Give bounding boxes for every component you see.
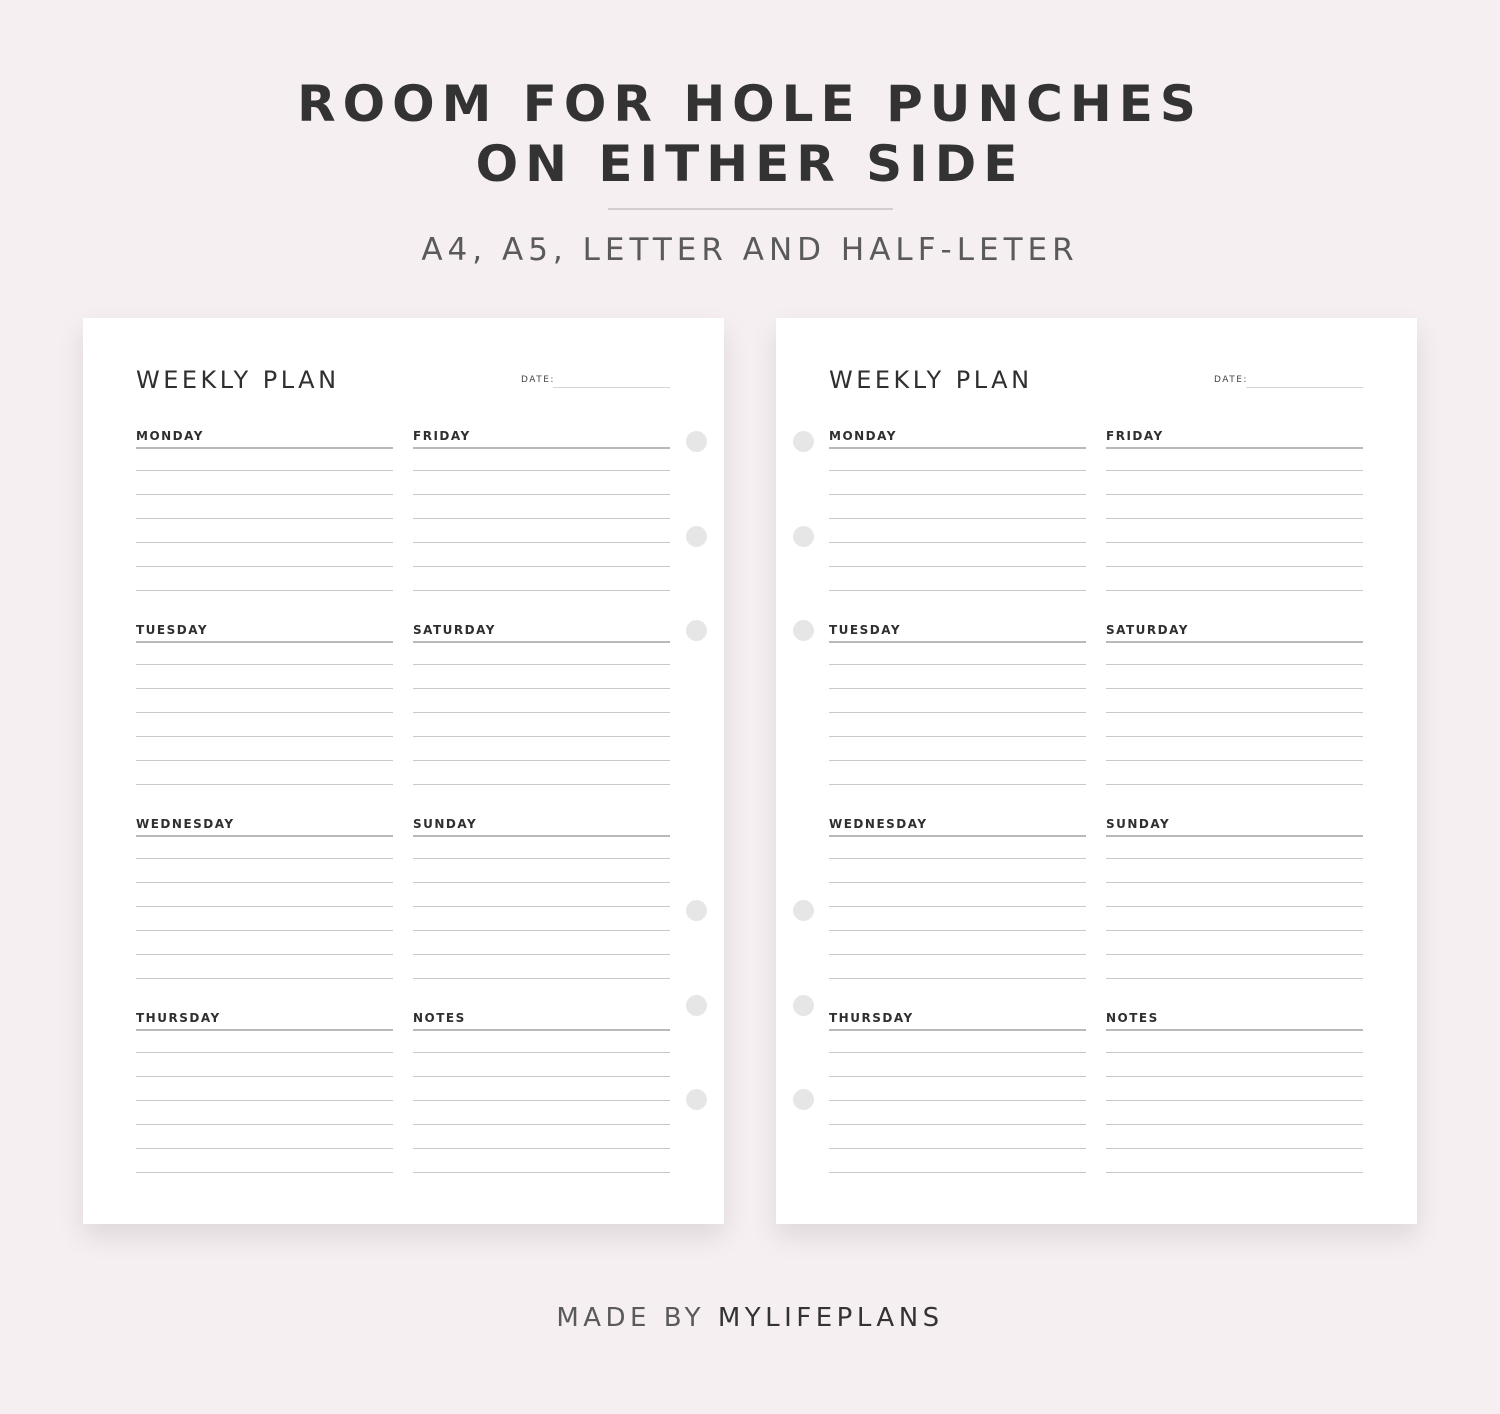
day-section-friday	[413, 429, 670, 599]
writing-line	[136, 954, 393, 955]
writing-line	[829, 518, 1086, 519]
writing-line	[136, 760, 393, 761]
punch-hole-marker	[793, 1089, 814, 1110]
writing-line	[413, 712, 670, 713]
writing-line	[136, 494, 393, 495]
writing-line	[413, 1124, 670, 1125]
writing-line	[136, 882, 393, 883]
writing-line	[1106, 978, 1363, 979]
writing-line	[413, 1148, 670, 1149]
writing-line	[1106, 1172, 1363, 1173]
section-label: NOTES	[413, 1011, 466, 1025]
writing-line	[136, 930, 393, 931]
writing-line	[1106, 1076, 1363, 1077]
writing-line	[136, 978, 393, 979]
writing-line	[413, 494, 670, 495]
writing-line	[829, 590, 1086, 591]
writing-line	[413, 1100, 670, 1101]
section-label: MONDAY	[829, 429, 897, 443]
section-header-line	[829, 641, 1086, 643]
writing-line	[413, 930, 670, 931]
punch-hole-marker	[686, 1089, 707, 1110]
writing-line	[413, 664, 670, 665]
writing-line	[1106, 882, 1363, 883]
punch-hole-marker	[793, 900, 814, 921]
subheadline: A4, A5, LETTER AND HALF-LETER	[421, 232, 1079, 268]
punch-hole-marker	[793, 526, 814, 547]
credit-prefix: MADE BY	[556, 1303, 706, 1333]
punch-hole-marker	[686, 900, 707, 921]
day-section-friday	[1106, 429, 1363, 599]
day-section-thursday	[136, 1011, 393, 1181]
writing-line	[1106, 906, 1363, 907]
writing-line	[413, 954, 670, 955]
writing-line	[829, 664, 1086, 665]
section-header-line	[1106, 1029, 1363, 1031]
writing-line	[829, 1172, 1086, 1173]
day-section-tuesday	[136, 623, 393, 793]
section-header-line	[1106, 447, 1363, 449]
writing-line	[1106, 1052, 1363, 1053]
writing-line	[829, 930, 1086, 931]
writing-line	[1106, 930, 1363, 931]
brand-name: MYLIFEPLANS	[717, 1303, 944, 1333]
day-section-sunday	[1106, 817, 1363, 987]
credit-line	[0, 1303, 1500, 1333]
writing-line	[1106, 760, 1363, 761]
headline-divider	[608, 208, 893, 210]
writing-line	[829, 494, 1086, 495]
section-header-line	[136, 835, 393, 837]
section-label: SUNDAY	[413, 817, 478, 831]
section-label: WEDNESDAY	[829, 817, 928, 831]
writing-line	[413, 1076, 670, 1077]
writing-line	[829, 566, 1086, 567]
day-section-wednesday	[829, 817, 1086, 987]
writing-line	[1106, 470, 1363, 471]
writing-line	[136, 1076, 393, 1077]
writing-line	[413, 760, 670, 761]
section-header-line	[829, 1029, 1086, 1031]
section-header-line	[413, 447, 670, 449]
punch-hole-marker	[793, 995, 814, 1016]
writing-line	[829, 470, 1086, 471]
writing-line	[136, 542, 393, 543]
writing-line	[1106, 566, 1363, 567]
punch-hole-marker	[686, 995, 707, 1016]
writing-line	[413, 882, 670, 883]
writing-line	[136, 784, 393, 785]
day-section-saturday	[413, 623, 670, 793]
date-label: DATE:	[521, 375, 555, 385]
writing-line	[136, 1148, 393, 1149]
writing-line	[413, 518, 670, 519]
day-section-tuesday	[829, 623, 1086, 793]
writing-line	[413, 858, 670, 859]
writing-line	[136, 736, 393, 737]
writing-line	[1106, 518, 1363, 519]
day-section-saturday	[1106, 623, 1363, 793]
day-section-thursday	[829, 1011, 1086, 1181]
section-label: FRIDAY	[413, 429, 471, 443]
section-label: TUESDAY	[829, 623, 902, 637]
section-label: MONDAY	[136, 429, 204, 443]
writing-line	[413, 542, 670, 543]
writing-line	[1106, 1148, 1363, 1149]
section-label: SATURDAY	[1106, 623, 1189, 637]
writing-line	[1106, 1124, 1363, 1125]
headline	[0, 74, 1500, 194]
writing-line	[829, 712, 1086, 713]
section-header-line	[829, 447, 1086, 449]
writing-line	[1106, 590, 1363, 591]
section-header-line	[829, 835, 1086, 837]
writing-line	[829, 858, 1086, 859]
headline-line-1: ROOM FOR HOLE PUNCHES	[297, 75, 1203, 133]
writing-line	[413, 784, 670, 785]
writing-line	[413, 1052, 670, 1053]
day-section-wednesday	[136, 817, 393, 987]
writing-line	[413, 566, 670, 567]
section-label: NOTES	[1106, 1011, 1159, 1025]
punch-hole-marker	[686, 620, 707, 641]
writing-line	[136, 1052, 393, 1053]
writing-line	[829, 688, 1086, 689]
writing-line	[1106, 664, 1363, 665]
writing-line	[829, 1148, 1086, 1149]
date-field-line	[1246, 387, 1363, 388]
section-header-line	[1106, 835, 1363, 837]
date-field-line	[553, 387, 670, 388]
section-header-line	[136, 447, 393, 449]
writing-line	[829, 760, 1086, 761]
writing-line	[1106, 1100, 1363, 1101]
writing-line	[136, 858, 393, 859]
section-label: SUNDAY	[1106, 817, 1171, 831]
writing-line	[829, 906, 1086, 907]
day-section-notes	[1106, 1011, 1363, 1181]
writing-line	[136, 906, 393, 907]
writing-line	[413, 1172, 670, 1173]
writing-line	[136, 590, 393, 591]
section-header-line	[413, 835, 670, 837]
day-section-monday	[829, 429, 1086, 599]
writing-line	[1106, 736, 1363, 737]
writing-line	[1106, 954, 1363, 955]
punch-hole-marker	[686, 526, 707, 547]
section-label: TUESDAY	[136, 623, 209, 637]
writing-line	[136, 518, 393, 519]
date-label: DATE:	[1214, 375, 1248, 385]
writing-line	[413, 906, 670, 907]
section-label: WEDNESDAY	[136, 817, 235, 831]
writing-line	[136, 566, 393, 567]
writing-line	[413, 736, 670, 737]
writing-line	[136, 470, 393, 471]
writing-line	[829, 882, 1086, 883]
writing-line	[413, 978, 670, 979]
punch-hole-marker	[686, 431, 707, 452]
punch-hole-marker	[793, 431, 814, 452]
writing-line	[1106, 688, 1363, 689]
writing-line	[829, 1124, 1086, 1125]
writing-line	[1106, 494, 1363, 495]
writing-line	[829, 978, 1086, 979]
writing-line	[136, 712, 393, 713]
writing-line	[1106, 858, 1363, 859]
planner-sheet-left-holes	[776, 318, 1417, 1224]
writing-line	[1106, 784, 1363, 785]
sheet-title: WEEKLY PLAN	[829, 366, 1033, 394]
day-section-sunday	[413, 817, 670, 987]
section-label: FRIDAY	[1106, 429, 1164, 443]
writing-line	[829, 1076, 1086, 1077]
planner-sheet-right-holes	[83, 318, 724, 1224]
section-header-line	[136, 1029, 393, 1031]
headline-line-2: ON EITHER SIDE	[475, 135, 1025, 193]
section-header-line	[136, 641, 393, 643]
sheet-title: WEEKLY PLAN	[136, 366, 340, 394]
writing-line	[829, 954, 1086, 955]
writing-line	[136, 1100, 393, 1101]
section-label: THURSDAY	[829, 1011, 914, 1025]
writing-line	[413, 590, 670, 591]
section-header-line	[413, 1029, 670, 1031]
writing-line	[413, 688, 670, 689]
writing-line	[829, 1052, 1086, 1053]
section-label: THURSDAY	[136, 1011, 221, 1025]
punch-hole-marker	[793, 620, 814, 641]
writing-line	[136, 1124, 393, 1125]
writing-line	[829, 1100, 1086, 1101]
writing-line	[829, 736, 1086, 737]
day-section-notes	[413, 1011, 670, 1181]
writing-line	[1106, 542, 1363, 543]
day-section-monday	[136, 429, 393, 599]
writing-line	[136, 688, 393, 689]
writing-line	[1106, 712, 1363, 713]
writing-line	[136, 1172, 393, 1173]
section-label: SATURDAY	[413, 623, 496, 637]
section-header-line	[1106, 641, 1363, 643]
writing-line	[829, 784, 1086, 785]
writing-line	[136, 664, 393, 665]
writing-line	[413, 470, 670, 471]
writing-line	[829, 542, 1086, 543]
section-header-line	[413, 641, 670, 643]
